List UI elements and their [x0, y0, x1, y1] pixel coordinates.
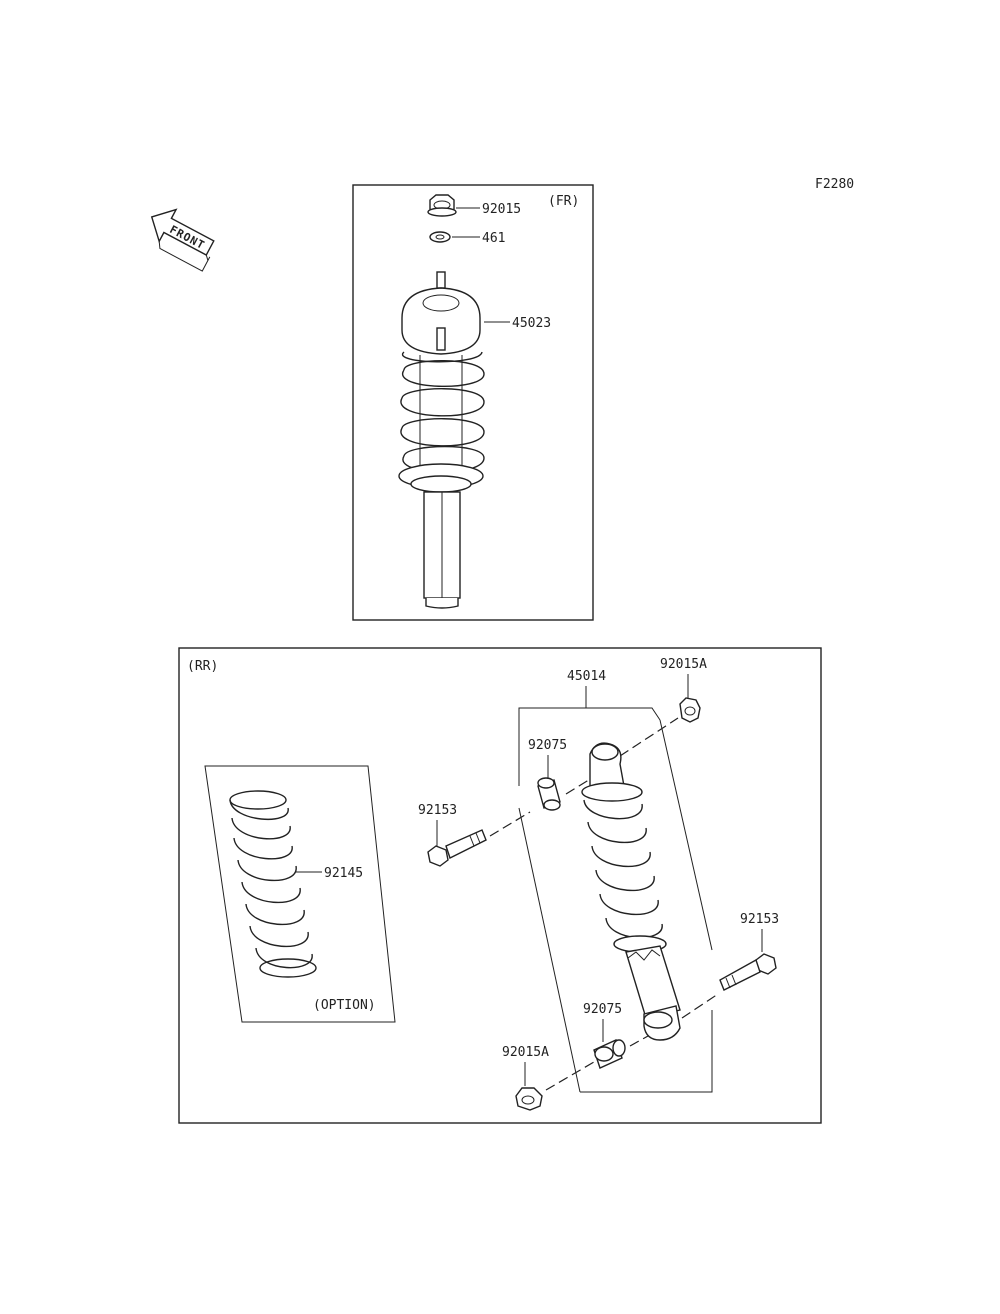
- label-92015: 92015: [482, 202, 522, 217]
- label-92015A-top: 92015A: [660, 657, 707, 672]
- flange-nut-icon: [428, 195, 456, 216]
- bushing-icon: [538, 778, 560, 810]
- bushing-icon: [594, 1040, 625, 1068]
- front-arrow-icon: [140, 201, 222, 271]
- flange-nut-icon: [680, 698, 700, 722]
- rear-section-frame: [179, 648, 821, 1123]
- front-section-frame: [353, 185, 593, 620]
- coil-spring-icon: [230, 791, 316, 977]
- label-92145: 92145: [324, 866, 364, 881]
- label-92153-top: 92153: [418, 803, 458, 818]
- label-45023: 45023: [512, 316, 552, 331]
- figure-code: F2280: [815, 177, 855, 192]
- label-461: 461: [482, 231, 506, 246]
- rear-section-label: (RR): [187, 659, 219, 674]
- washer-icon: [430, 232, 450, 242]
- label-45014: 45014: [567, 669, 607, 684]
- front-arrow-label: FRONT: [167, 222, 208, 253]
- rear-shock-absorber-icon: [582, 743, 680, 1040]
- label-92075-top: 92075: [528, 738, 568, 753]
- label-92015A-bottom: 92015A: [502, 1045, 549, 1060]
- label-92153-bottom: 92153: [740, 912, 780, 927]
- option-label: (OPTION): [313, 998, 376, 1013]
- bolt-icon: [720, 954, 776, 990]
- front-shock-absorber-icon: [399, 272, 484, 608]
- flange-nut-icon: [516, 1088, 542, 1110]
- label-92075-bottom: 92075: [583, 1002, 623, 1017]
- front-section-label: (FR): [548, 194, 580, 209]
